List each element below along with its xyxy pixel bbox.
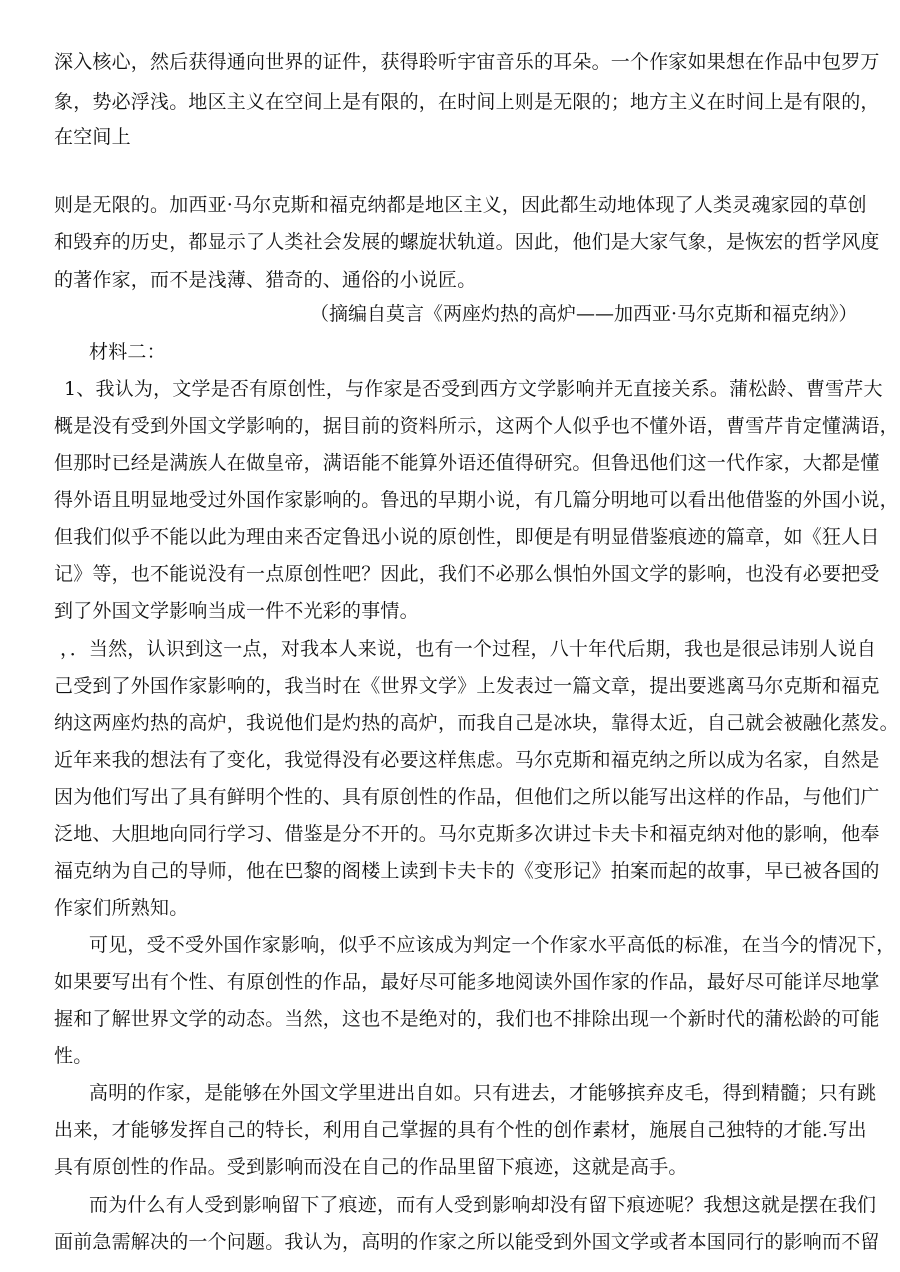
text-line: 福克纳为自己的导师，他在巴黎的阁楼上读到卡夫卡的《变形记》拍案而起的故事，早已被各国的	[54, 860, 880, 882]
text-line: 己受到了外国作家影响的，我当时在《世界文学》上发表过一篇文章，提出要逃离马尔克斯和福克	[54, 675, 880, 697]
text-line: 和毁弃的历史，都显示了人类社会发展的螺旋状轨道。因此，他们是大家气象，是恢宏的哲学风度	[54, 231, 880, 253]
text-line: 而为什么有人受到影响留下了痕迹，而有人受到影响却没有留下痕迹呢？我想这就是摆在我们	[89, 1194, 877, 1216]
text-line: 出来，才能够发挥自己的特长，利用自己掌握的具有个性的创作素材，施展自己独特的才能.写出	[54, 1119, 867, 1141]
text-line: 的著作家，而不是浅薄、猎奇的、通俗的小说匠。	[54, 269, 477, 291]
text-line: 性。	[54, 1045, 93, 1067]
text-line: 握和了解世界文学的动态。当然，这也不是绝对的，我们也不排除出现一个新时代的蒲松龄的可能	[54, 1008, 880, 1030]
text-line: 面前急需解决的一个问题。我认为，高明的作家之所以能受到外国文学或者本国同行的影响而不留	[54, 1231, 880, 1253]
text-line: 记》等，也不能说没有一点原创性吧？因此，我们不必那么惧怕外国文学的影响，也没有必要把受	[54, 563, 880, 585]
text-line: 但我们似乎不能以此为理由来否定鲁迅小说的原创性，即便是有明显借鉴痕迹的篇章，如《狂人日	[54, 526, 880, 548]
text-line: 纳这两座灼热的高炉，我说他们是灼热的高炉，而我自己是冰块，靠得太近，自己就会被融化蒸发。	[54, 712, 899, 734]
text-line: ，．当然，认识到这一点，对我本人来说，也有一个过程，八十年代后期，我也是很忌讳别人说自	[60, 638, 877, 660]
text-line: 概是没有受到外国文学影响的，据目前的资料所示，这两个人似乎也不懂外语，曹雪芹肯定懂满语，	[54, 415, 899, 437]
text-line: 则是无限的。加西亚·马尔克斯和福克纳都是地区主义，因此都生动地体现了人类灵魂家园的草创	[54, 194, 867, 216]
text-line: 作家们所熟知。	[54, 897, 189, 919]
text-line: 泛地、大胆地向同行学习、借鉴是分不开的。马尔克斯多次讲过卡夫卡和福克纳对他的影响，他奉	[54, 823, 880, 845]
source-attribution: （摘编自莫言《两座灼热的高炉——加西亚·马尔克斯和福克纳》）	[310, 303, 858, 325]
text-line: 但那时已经是满族人在做皇帝，满语能不能算外语还值得研究。但鲁迅他们这一代作家，大都是懂	[54, 452, 880, 474]
text-line: 因为他们写出了具有鲜明个性的、具有原创性的作品，但他们之所以能写出这样的作品，与他们广	[54, 786, 880, 808]
text-line: 在空间上	[54, 126, 131, 148]
text-line: 如果要写出有个性、有原创性的作品，最好尽可能多地阅读外国作家的作品，最好尽可能详尽地掌	[54, 971, 880, 993]
text-line: 到了外国文学影响当成一件不光彩的事情。	[54, 600, 419, 622]
text-line: 1、我认为，文学是否有原创性，与作家是否受到西方文学影响并无直接关系。蒲松龄、曹雪芹大	[64, 378, 883, 400]
text-line: 象，势必浮浅。地区主义在空间上是有限的，在时间上则是无限的；地方主义在时间上是有限的，	[54, 91, 880, 113]
text-line: 具有原创性的作品。受到影响而没在自己的作品里留下痕迹，这就是高手。	[54, 1156, 688, 1178]
text-line: 得外语且明显地受过外国作家影响的。鲁迅的早期小说，有几篇分明地可以看出他借鉴的外国小说，	[54, 489, 899, 511]
text-line: 深入核心，然后获得通向世界的证件，获得聆听宇宙音乐的耳朵。一个作家如果想在作品中包罗万	[54, 51, 880, 73]
section-heading: 材料二：	[89, 341, 166, 363]
text-line: 高明的作家，是能够在外国文学里进出自如。只有进去，才能够摈弃皮毛，得到精髓；只有跳	[89, 1082, 877, 1104]
text-line: 近年来我的想法有了变化，我觉得没有必要这样焦虑。马尔克斯和福克纳之所以成为名家，自然是	[54, 749, 880, 771]
text-line: 可见，受不受外国作家影响，似乎不应该成为判定一个作家水平高低的标准，在当今的情况下，	[89, 934, 896, 956]
